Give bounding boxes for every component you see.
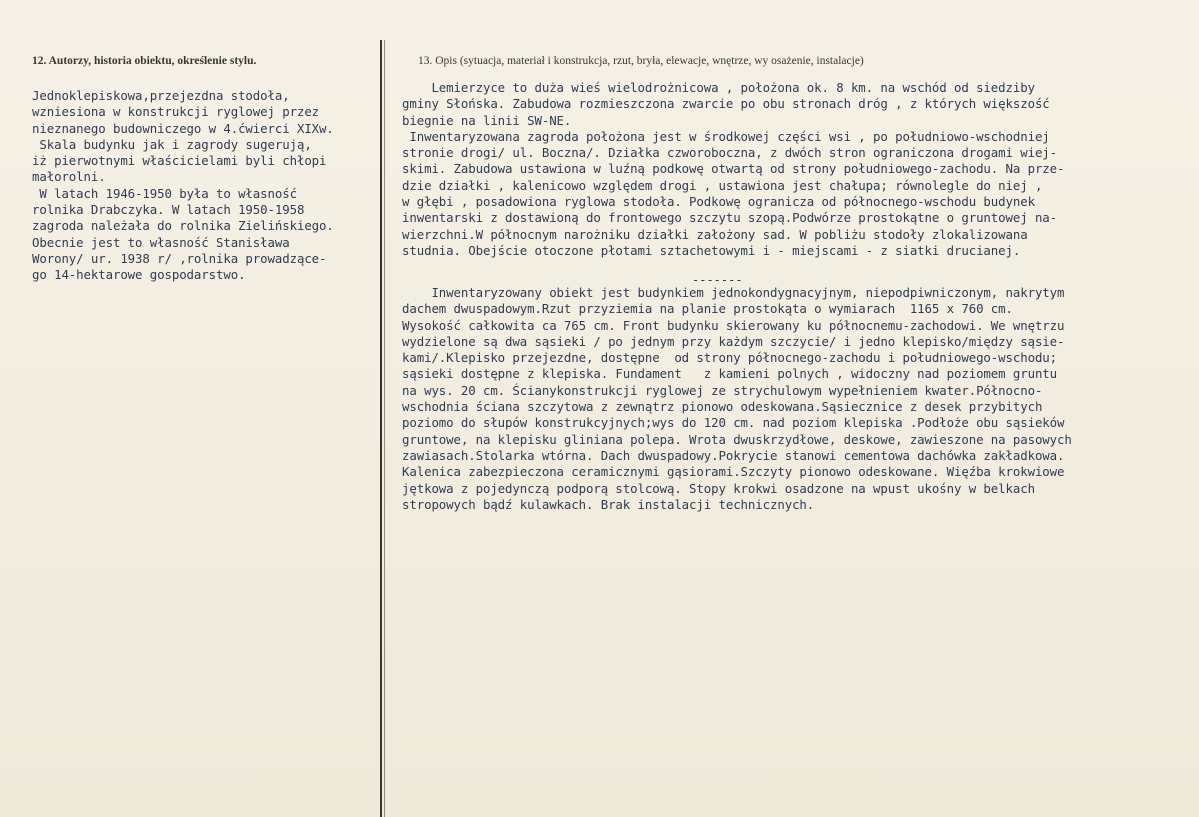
text-line: Jednoklepiskowa,przejezdna stodoła, bbox=[32, 88, 290, 103]
column-divider-shadow bbox=[384, 40, 385, 817]
description-text-building bbox=[402, 285, 1072, 513]
text-line: rolnika Drabczyka. W latach 1950-1958 bbox=[32, 202, 305, 218]
text-line: gminy Słońska. Zabudowa rozmieszczona zwarcie po obu stronach dróg , z których większość bbox=[402, 96, 1050, 112]
text-line: wzniesiona w konstrukcji ryglowej przez bbox=[32, 104, 320, 120]
history-text bbox=[32, 88, 334, 284]
text-line: Skala budynku jak i zagrody sugerują, bbox=[32, 136, 312, 152]
text-line: biegnie na linii SW-NE. bbox=[402, 112, 572, 128]
text-line: skimi. Zabudowa ustawiona w luźną podkowę otwartą od strony południowego-zachodu. Na prze- bbox=[402, 161, 1065, 177]
section-separator: ------- bbox=[692, 273, 743, 287]
text-line: iż pierwotnymi właścicielami byli chłopi bbox=[32, 153, 327, 169]
text-line: dzie działki , kalenicowo względem drogi , ustawiona jest chałupa; równolegle do niej , bbox=[402, 177, 1043, 193]
text-line: Obecnie jest to własność Stanisława bbox=[32, 234, 290, 250]
text-line: stropowych bądź kulawkach. Brak instalacji technicznych. bbox=[402, 496, 815, 512]
text-line: wschodnia ściana szczytowa z zewnątrz pionowo odeskowana.Sąsiecznice z desek przybitych bbox=[402, 399, 1043, 415]
text-line: W latach 1946-1950 była to własność bbox=[32, 185, 297, 201]
text-line: poziomo do słupów konstrukcyjnych;wys do 120 cm. nad poziom klepiska .Podłoże obu sąsieków bbox=[402, 415, 1065, 431]
column-divider bbox=[380, 40, 382, 817]
text-line: wierzchni.W północnym narożniku działki założony sad. W pobliżu stodoły zlokalizowana bbox=[402, 226, 1028, 242]
text-line: Lemierzyce to duża wieś wielodrożnicowa , położona ok. 8 km. na wschód od siedziby bbox=[402, 80, 1035, 95]
text-line: wydzielone są dwa sąsieki / po jednym przy każdym szczycie/ i jedno klepisko/między sąsie- bbox=[402, 333, 1065, 349]
text-line: jętkowa z pojedynczą podporą stolcową. Stopy krokwi osadzone na wpust ukośny w belkach bbox=[402, 480, 1035, 496]
text-line: Inwentaryzowany obiekt jest budynkiem jednokondygnacyjnym, niepodpiwniczonym, nakrytym bbox=[402, 285, 1065, 300]
text-line: w głębi , posadowiona ryglowa stodoła. Podkowę ogranicza od północnego-wschodu budynek bbox=[402, 194, 1035, 210]
text-line: małorolni. bbox=[32, 169, 106, 185]
text-line: Wysokość całkowita ca 765 cm. Front budynku skierowany ku północnemu-zachodowi. We wnętrzu bbox=[402, 317, 1065, 333]
text-line: zagroda należała do rolnika Zielińskiego. bbox=[32, 218, 334, 234]
text-line: Kalenica zabezpieczona ceramicznymi gąsiorami.Szczyty pionowo odeskowane. Więźba krokwiowe bbox=[402, 464, 1065, 480]
text-line: go 14-hektarowe gospodarstwo. bbox=[32, 267, 246, 283]
description-text-situation bbox=[402, 80, 1064, 259]
text-line: inwentarski z dostawioną do frontowego szczytu szopą.Podwórze prostokątne o gruntowej na- bbox=[402, 210, 1058, 226]
text-line: Inwentaryzowana zagroda położona jest w środkowej części wsi , po południowo-wschodniej bbox=[402, 128, 1050, 144]
section-13-heading: 13. Opis (sytuacja, materiał i konstrukcja, rzut, bryła, elewacje, wnętrze, wy osażenie, instalacje) bbox=[418, 55, 864, 67]
text-line: stronie drogi/ ul. Boczna/. Działka czworoboczna, z dwóch stron ograniczona drogami wiej- bbox=[402, 145, 1058, 161]
section-12-heading: 12. Autorzy, historia obiektu, określenie stylu. bbox=[32, 55, 257, 67]
text-line: na wys. 20 cm. Ścianykonstrukcji ryglowej ze strychulowym wypełnieniem kwater.Północno- bbox=[402, 382, 1043, 398]
text-line: zawiasach.Stolarka wtórna. Dach dwuspadowy.Pokrycie stanowi cementowa dachówka zakładkowa. bbox=[402, 447, 1065, 463]
text-line: dachem dwuspadowym.Rzut przyziemia na planie prostokąta o wymiarach 1165 x 760 cm. bbox=[402, 301, 1013, 317]
text-line: Worony/ ur. 1938 r/ ,rolnika prowadzące- bbox=[32, 250, 327, 266]
text-line: gruntowe, na klepisku gliniana polepa. Wrota dwuskrzydłowe, deskowe, zawieszone na pasowych bbox=[402, 431, 1072, 447]
text-line: sąsieki dostępne z klepiska. Fundament z kamieni polnych , widoczny nad poziomem gruntu bbox=[402, 366, 1058, 382]
text-line: nieznanego budowniczego w 4.ćwierci XIXw. bbox=[32, 120, 334, 136]
text-line: studnia. Obejście otoczone płotami sztachetowymi i - miejscami - z siatki drucianej. bbox=[402, 242, 1021, 258]
text-line: kami/.Klepisko przejezdne, dostępne od strony północnego-zachodu i południowego-wschodu; bbox=[402, 350, 1058, 366]
